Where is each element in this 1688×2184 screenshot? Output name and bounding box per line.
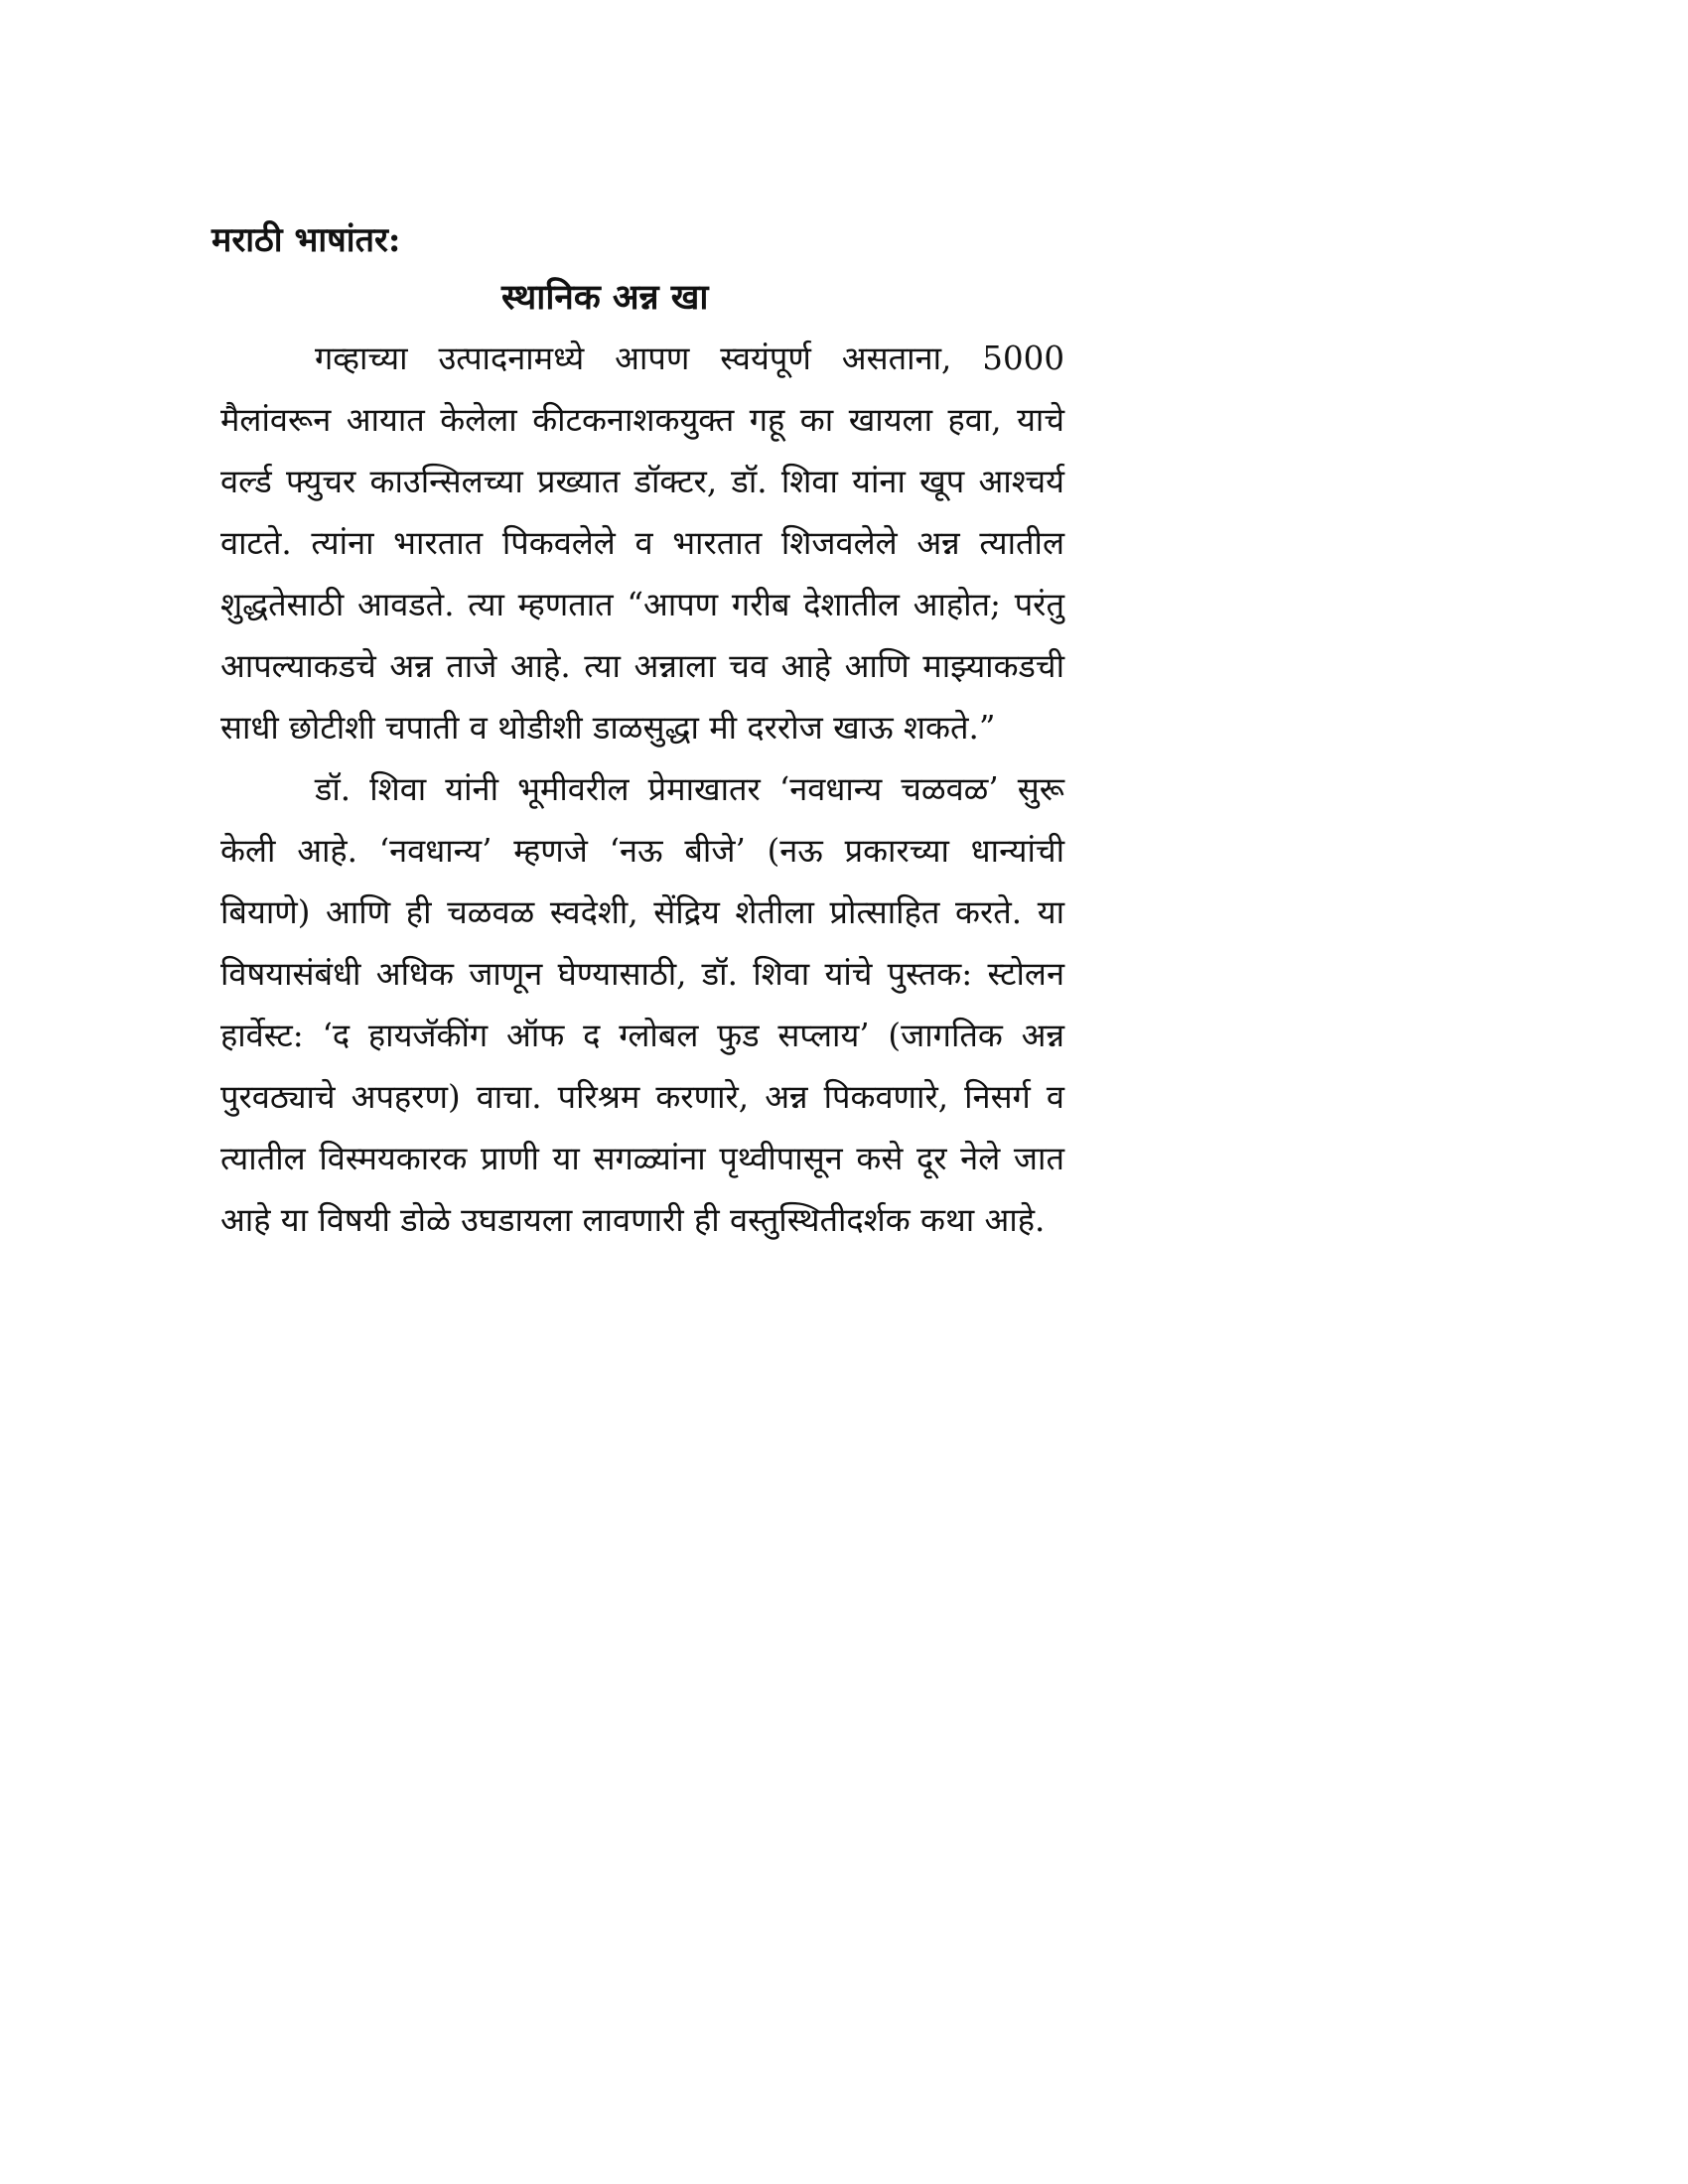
section-heading: मराठी भाषांतर: (211, 220, 401, 260)
article-body (220, 328, 1064, 1251)
article-title: स्थानिक अन्न खा (501, 277, 709, 318)
paragraph-2: डॉ. शिवा यांनी भूमीवरील प्रेमाखातर ‘नवधान्य चळवळ’ सुरू केली आहे. ‘नवधान्य’ म्हणजे ‘नऊ बीजे’ (नऊ प्रकारच्या धान्यांची बियाणे) आणि ही चळवळ स्वदेशी, सेंद्रिय शेतीला प्रोत्साहित करते. या विषयासंबंधी अधिक जाणून घेण्यासाठी, डॉ. शिवा यांचे पुस्तक: स्टोलन हार्वेस्ट: ‘द हायजॅकींग ऑफ द ग्लोबल फुड सप्लाय’ (जागतिक अन्न पुरवठ्याचे अपहरण) वाचा. परिश्रम करणारे, अन्न पिकवणारे, निसर्ग व त्यातील विस्मयकारक प्राणी या सगळ्यांना पृथ्वीपासून कसे दूर नेले जात आहे या विषयी डोळे उघडायला लावणारी ही वस्तुस्थितीदर्शक कथा आहे. (220, 770, 1064, 1239)
paragraph-1: गव्हाच्या उत्पादनामध्ये आपण स्वयंपूर्ण असताना, 5000 मैलांवरून आयात केलेला कीटकनाशकयुक्त गहू का खायला हवा, याचे वर्ल्ड फ्युचर काउन्सिलच्या प्रख्यात डॉक्टर, डॉ. शिवा यांना खूप आश्चर्य वाटते. त्यांना भारतात पिकवलेले व भारतात शिजवलेले अन्न त्यातील शुद्धतेसाठी आवडते. त्या म्हणतात “आपण गरीब देशातील आहोत; परंतु आपल्याकडचे अन्न ताजे आहे. त्या अन्नाला चव आहे आणि माझ्याकडची साधी छोटीशी चपाती व थोडीशी डाळसुद्धा मी दररोज खाऊ शकते.” (220, 340, 1064, 747)
